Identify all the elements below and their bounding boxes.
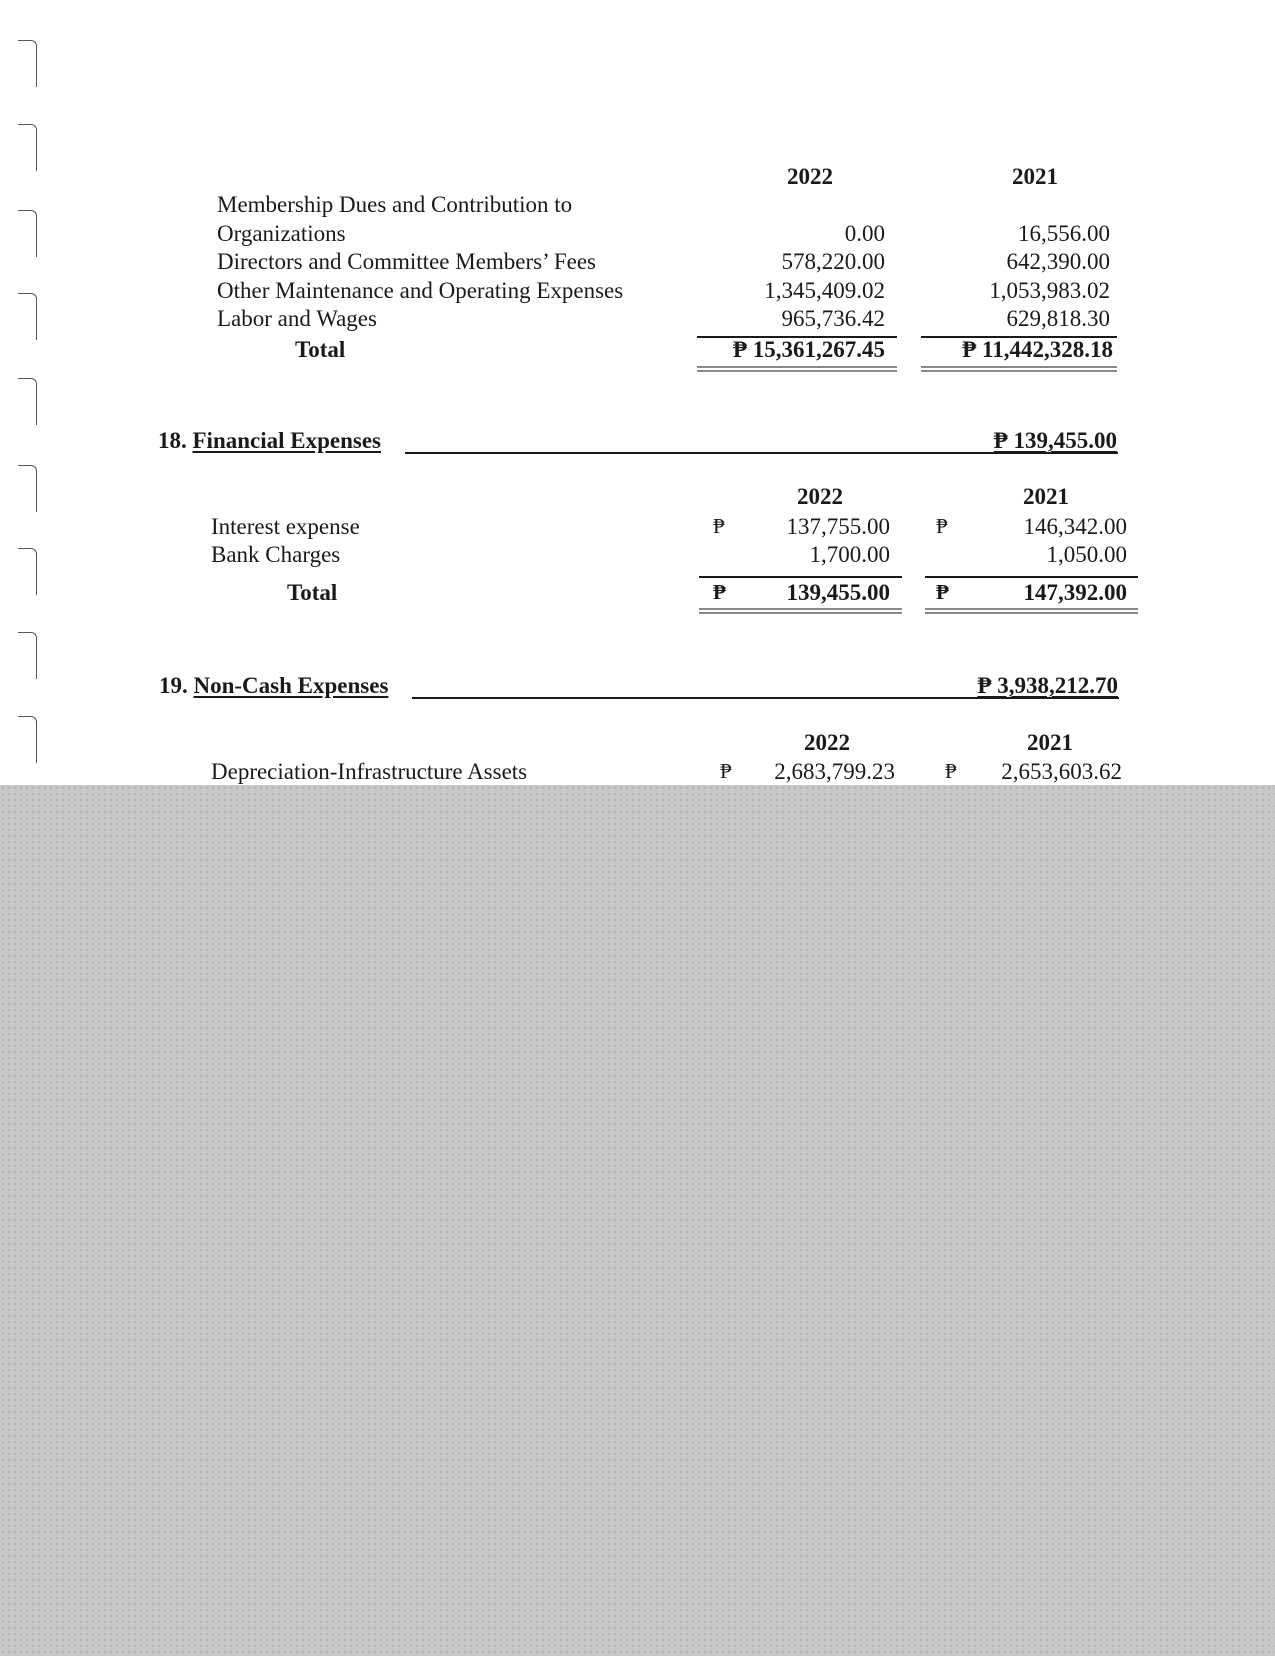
- section-number: 18.: [158, 428, 187, 453]
- total-2022: ₱ 15,361,267.45: [732, 337, 885, 362]
- currency-symbol: ₱: [713, 514, 725, 538]
- column-header-2021: 2021: [1027, 730, 1073, 755]
- section-heading: [158, 428, 381, 454]
- section-title: Non-Cash Expenses: [193, 673, 389, 698]
- value-2021: 2,653,603.62: [1001, 759, 1122, 784]
- double-rule-2022: [697, 366, 897, 368]
- binding-mark: [18, 293, 37, 340]
- row-label: Directors and Committee Members’ Fees: [217, 249, 596, 274]
- binding-mark: [18, 210, 37, 257]
- value-2022: 965,736.42: [781, 306, 885, 331]
- total-label: Total: [287, 580, 338, 605]
- value-2022: 1,345,409.02: [764, 278, 885, 303]
- section-amount: ₱ 139,455.00: [993, 428, 1117, 453]
- binding-mark: [18, 378, 37, 425]
- currency-symbol: ₱: [720, 759, 732, 783]
- total-2021: 147,392.00: [1023, 580, 1127, 605]
- double-rule-2021: [925, 608, 1138, 610]
- section-heading: [159, 673, 388, 699]
- value-2022: 137,755.00: [786, 514, 890, 539]
- column-header-2021: 2021: [1023, 484, 1069, 509]
- row-label: Organizations: [217, 221, 346, 246]
- double-rule-2021: [921, 366, 1117, 368]
- value-2021: 146,342.00: [1023, 514, 1127, 539]
- column-header-2022: 2022: [797, 484, 843, 509]
- section-amount: ₱ 3,938,212.70: [977, 673, 1118, 698]
- value-2021: 1,053,983.02: [989, 278, 1110, 303]
- column-header-2022: 2022: [804, 730, 850, 755]
- row-label: Interest expense: [211, 514, 360, 539]
- double-rule-2022: [697, 370, 897, 372]
- subtotal-rule-2021: [925, 576, 1138, 578]
- binding-mark: [18, 716, 37, 763]
- column-header-2022: 2022: [787, 164, 833, 189]
- redaction-overlay: [0, 785, 1275, 1656]
- column-header-2021: 2021: [1012, 164, 1058, 189]
- double-rule-2022: [699, 608, 902, 610]
- total-2022: 139,455.00: [786, 580, 890, 605]
- binding-mark: [18, 124, 37, 171]
- total-2021: ₱ 11,442,328.18: [962, 337, 1113, 362]
- currency-symbol: ₱: [945, 759, 957, 783]
- subtotal-rule-2022: [699, 576, 902, 578]
- row-label: Labor and Wages: [217, 306, 377, 331]
- currency-symbol: ₱: [713, 580, 726, 604]
- value-2021: 642,390.00: [1006, 249, 1110, 274]
- section-number: 19.: [159, 673, 188, 698]
- double-rule-2021: [921, 370, 1117, 372]
- double-rule-2021: [925, 612, 1138, 614]
- total-label: Total: [295, 337, 346, 362]
- value-2022: 0.00: [844, 221, 885, 246]
- double-rule-2022: [699, 612, 902, 614]
- row-label: Depreciation-Infrastructure Assets: [211, 759, 528, 784]
- value-2021: 629,818.30: [1006, 306, 1110, 331]
- row-label: Bank Charges: [211, 542, 341, 567]
- row-label: Membership Dues and Contribution to: [217, 192, 573, 217]
- value-2022: 578,220.00: [781, 249, 885, 274]
- section-title: Financial Expenses: [192, 428, 382, 453]
- binding-mark: [18, 632, 37, 679]
- value-2021: 1,050.00: [1046, 542, 1127, 567]
- value-2021: 16,556.00: [1018, 221, 1110, 246]
- row-label: Other Maintenance and Operating Expenses: [217, 278, 624, 303]
- binding-mark: [18, 40, 37, 87]
- currency-symbol: ₱: [936, 580, 949, 604]
- binding-mark: [18, 548, 37, 595]
- value-2022: 2,683,799.23: [774, 759, 895, 784]
- binding-mark: [18, 465, 37, 512]
- value-2022: 1,700.00: [809, 542, 890, 567]
- currency-symbol: ₱: [936, 514, 948, 538]
